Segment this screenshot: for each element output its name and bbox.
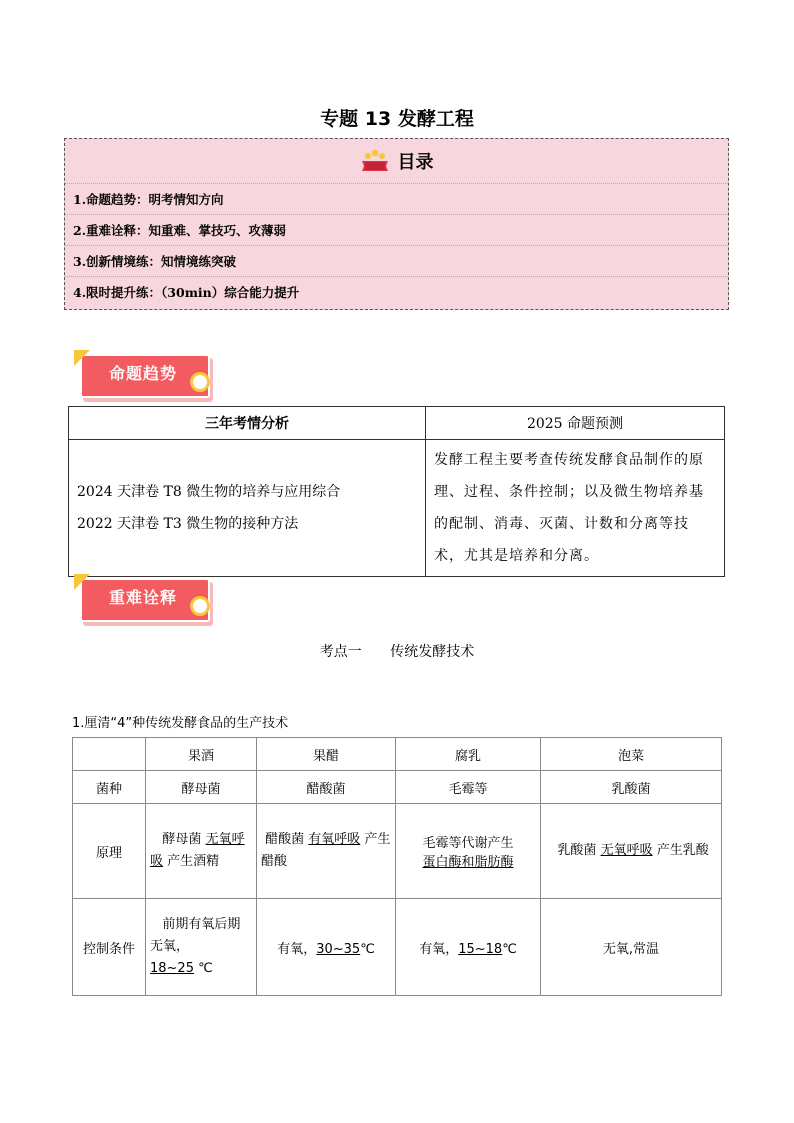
- control-pre: 有氧，: [277, 941, 317, 957]
- ferment-col-header: 腐乳: [396, 738, 541, 771]
- toc-heading: 目录: [397, 152, 434, 173]
- badge-ring-icon: [190, 372, 210, 392]
- control-pre: 有氧，: [419, 941, 459, 957]
- principle-blank: 有氧呼吸: [308, 832, 361, 847]
- control-blank: 30~35: [316, 941, 361, 957]
- award-ribbon-icon: [360, 149, 390, 173]
- toc-header: [65, 139, 728, 184]
- kaodian-heading: [0, 641, 794, 661]
- ferment-col-header: 果酒: [146, 738, 257, 771]
- principle-pre: 毛霉等代谢产生: [422, 836, 514, 851]
- ferment-cell: 毛霉等: [396, 771, 541, 804]
- ferment-corner-cell: [73, 738, 146, 771]
- ferment-row-label: 菌种: [73, 771, 146, 804]
- toc-item-1[interactable]: 1.命题趋势：明考情知方向: [65, 184, 728, 215]
- control-unit: ℃: [360, 941, 375, 957]
- ferment-cell: [396, 804, 541, 899]
- principle-post: 产生酒精: [167, 854, 220, 869]
- trend-analysis-line: 2024 天津卷 T8 微生物的培养与应用综合: [77, 484, 341, 500]
- principle-post: 产生乳酸: [656, 843, 709, 858]
- trend-header-analysis: 三年考情分析: [69, 407, 426, 440]
- trend-analysis-cell: [69, 440, 426, 577]
- principle-blank: 无氧呼吸: [600, 843, 653, 858]
- ferment-cell: 醋酸菌: [257, 771, 396, 804]
- control-unit: ℃: [198, 961, 213, 976]
- section-badge-keypoints: [74, 574, 214, 624]
- toc-box: [64, 138, 729, 310]
- principle-blank: 蛋白酶和脂肪酶: [422, 855, 514, 870]
- control-blank: 18~25: [150, 961, 194, 976]
- kaodian-label: 考点一: [319, 644, 362, 660]
- ferment-row-label: 控制条件: [73, 899, 146, 996]
- ferment-cell: [146, 899, 257, 996]
- trend-table: [68, 406, 725, 577]
- trend-prediction-cell: 发酵工程主要考查传统发酵食品制作的原理、过程、条件控制；以及微生物培养基的配制、消毒、灭菌、计数和分离等技术，尤其是培养和分离。: [426, 440, 725, 577]
- control-unit: ℃: [502, 941, 517, 957]
- trend-analysis-line: 2022 天津卷 T3 微生物的接种方法: [77, 516, 299, 532]
- badge-ring-icon: [190, 596, 210, 616]
- ferment-row-label: 原理: [73, 804, 146, 899]
- ferment-col-header: 泡菜: [541, 738, 722, 771]
- page-title: 专题 13 发酵工程: [320, 108, 474, 130]
- ferment-cell: [396, 899, 541, 996]
- badge-label: 命题趋势: [108, 364, 177, 383]
- kaodian-topic: 传统发酵技术: [390, 644, 475, 660]
- principle-blank: 无氧呼吸: [150, 832, 245, 869]
- ferment-cell: [146, 804, 257, 899]
- ferment-cell: [541, 804, 722, 899]
- badge-label: 重难诠释: [108, 588, 177, 607]
- ferment-cell: 酵母菌: [146, 771, 257, 804]
- ferment-table: [72, 737, 722, 996]
- ferment-cell: [257, 804, 396, 899]
- principle-pre: 乳酸菌: [557, 843, 597, 858]
- principle-post: 产生醋酸: [261, 832, 391, 869]
- principle-pre: 醋酸菌: [265, 832, 305, 847]
- toc-item-4[interactable]: 4.限时提升练：（30min）综合能力提升: [73, 285, 300, 300]
- ferment-col-header: 果醋: [257, 738, 396, 771]
- toc-item-2[interactable]: 2.重难诠释：知重难、掌技巧、攻薄弱: [65, 215, 728, 246]
- principle-pre: 酵母菌: [162, 832, 202, 847]
- trend-header-prediction: 2025 命题预测: [426, 407, 725, 440]
- toc-item-3[interactable]: 3.创新情境练：知情境练突破: [65, 246, 728, 277]
- control-pre: 前期有氧后期无氧，: [150, 917, 241, 954]
- subsection-title: 1.厘清“4”种传统发酵食品的生产技术: [72, 716, 289, 731]
- control-blank: 15~18: [458, 941, 503, 957]
- section-badge-trend: [74, 350, 214, 400]
- ferment-cell: 无氧,常温: [541, 899, 722, 996]
- ferment-cell: [257, 899, 396, 996]
- ferment-cell: 乳酸菌: [541, 771, 722, 804]
